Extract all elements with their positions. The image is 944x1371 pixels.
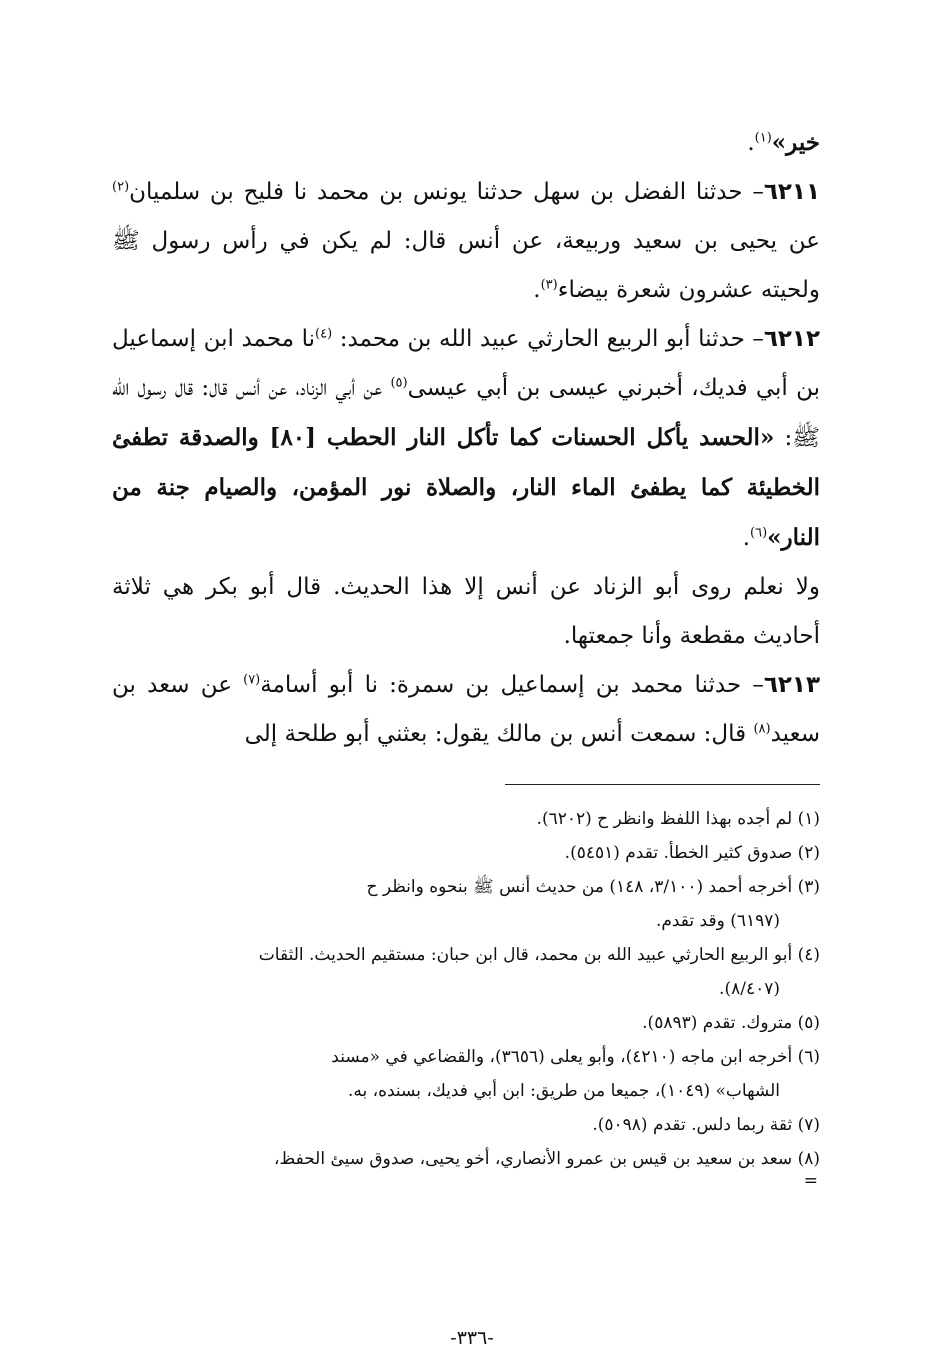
page-number: -٣٣٦-	[450, 1327, 494, 1349]
footnote-ref: (٣)	[540, 277, 558, 293]
footnote-8: (٨) سعد بن سعيد بن قيس بن عمرو الأنصاري، أخو يحيى، صدوق سيئ الحفظ،	[273, 1149, 820, 1169]
footnote-2: (٢) صدوق كثير الخطأ. تقدم (٥٤٥١).	[564, 843, 820, 863]
footnote-6: (٦) أخرجه ابن ماجه (٤٢١٠)، وأبو يعلى (٣٦٥٦)، والقضاعي في «مسند	[331, 1047, 820, 1067]
footnote-3-continued: (٦١٩٧) وقد تقدم.	[655, 911, 780, 931]
period: .	[747, 130, 755, 156]
footnote-4-continued: (٨/٤٠٧).	[719, 979, 780, 999]
hadith-number: ٦٢١٣	[763, 672, 821, 698]
hadith-text: قال: سمعت أنس بن مالك يقول: بعثني أبو طلحة إلى	[244, 721, 754, 747]
hadith-text: عن يحيى بن سعيد وربيعة، عن أنس قال: لم يكن في رأس رسول ﷺ ولحيته عشرون شعرة بيضاء	[112, 228, 820, 303]
footnote-4: (٤) أبو الربيع الحارثي عبيد الله بن محمد، قال ابن حبان: مستقيم الحديث. الثقات	[258, 945, 820, 965]
paragraph-continuation	[112, 118, 820, 168]
hadith-6211	[112, 168, 820, 315]
document-page	[112, 118, 820, 1331]
hadith-text: عن سعد بن سعيد	[112, 672, 820, 747]
footnote-ref: (٥)	[390, 375, 408, 391]
hadith-dash: –	[744, 326, 764, 352]
hadith-number: ٦٢١٢	[763, 326, 821, 352]
footnote-5: (٥) متروك. تقدم (٥٨٩٣).	[642, 1013, 820, 1033]
footnote-ref: (٤)	[315, 326, 333, 342]
prophetic-saying: «الحسد يأكل الحسنات كما تأكل النار الحطب [٨٠] والصدقة تطفئ الخطيئة كما يطفئ الماء النار، والصلاة نور المؤمن، والصيام جنة من النار»	[112, 424, 820, 551]
footnote-1: (١) لم أجده بهذا اللفظ وانظر ح (٦٢٠٢).	[536, 809, 820, 829]
hadith-6213	[112, 661, 820, 759]
hadith-text: .	[533, 277, 541, 303]
footnote-7: (٧) ثقة ربما دلس. تقدم (٥٠٩٨).	[592, 1115, 820, 1135]
footnote-3: (٣) أخرجه أحمد (٣/١٠٠، ١٤٨) من حديث أنس ﷺ بنحوه وانظر ح	[366, 877, 820, 897]
hadith-text: نا محمد ابن إسماعيل بن أبي فديك، أخبرني عيسى بن أبي عيسى	[112, 326, 820, 401]
hadith-text: .	[742, 525, 751, 551]
footnotes	[112, 802, 820, 1191]
main-text	[112, 118, 820, 759]
footnote-6-continued: الشهاب» (١٠٤٩)، جميعا من طريق: ابن أبي فديك، بسنده، به.	[347, 1081, 780, 1101]
continuation-text: خير»	[771, 129, 820, 156]
hadith-text: حدثنا أبو الربيع الحارثي عبيد الله بن محمد:	[332, 326, 745, 352]
hadith-number: ٦٢١١	[763, 179, 820, 205]
hadith-dash: –	[741, 672, 764, 698]
footnote-ref: (٢)	[112, 179, 130, 195]
footnote-ref: (٧)	[243, 672, 261, 688]
footnote-ref: (٦)	[750, 525, 768, 541]
hadith-dash: –	[742, 179, 764, 205]
hadith-text: حدثنا محمد بن إسماعيل بن سمرة: نا أبو أسامة	[260, 672, 742, 698]
commentary-paragraph: ولا نعلم روى أبو الزناد عن أنس إلا هذا الحديث. قال أبو بكر هي ثلاثة أحاديث مقطعة وأنا جمعتها.	[112, 574, 820, 649]
footnote-ref: (٨)	[753, 721, 771, 737]
hadith-6212	[112, 315, 820, 563]
hadith-text: حدثنا الفضل بن سهل حدثنا يونس بن محمد نا فليح بن سلميان	[129, 179, 743, 205]
hadith-text: عن أبي الزناد، عن أنس قال: قال رسول الله ﷺ:	[112, 375, 820, 451]
footnote-divider	[505, 784, 820, 785]
continuation-mark: =	[803, 1171, 818, 1191]
footnote-ref: (١)	[754, 130, 772, 146]
